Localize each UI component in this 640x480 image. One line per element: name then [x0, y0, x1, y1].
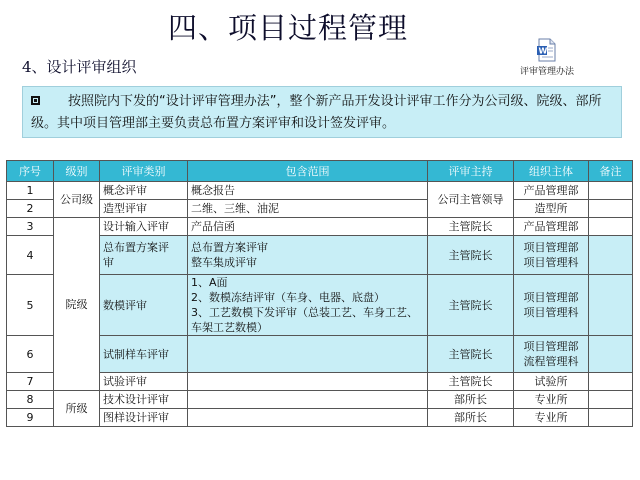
- cell-category: 造型评审: [100, 200, 188, 218]
- table-header-row: [7, 161, 633, 182]
- cell-note: [589, 200, 633, 218]
- cell-no: 9: [7, 409, 54, 427]
- note-text: 按照院内下发的“设计评审管理办法”，整个新产品开发设计评审工作分为公司级、院级、部所级。其中项目管理部主要负责总布置方案评审和设计签发评审。: [31, 94, 602, 131]
- table-row: [7, 373, 633, 391]
- cell-category: 试制样车评审: [100, 336, 188, 373]
- cell-category: 图样设计评审: [100, 409, 188, 427]
- note-box: [22, 86, 622, 138]
- cell-scope: 产品信函: [188, 218, 428, 236]
- org-line: 项目管理部: [523, 241, 579, 254]
- cell-category: [100, 236, 188, 275]
- cell-level-institute: 院级: [54, 218, 100, 391]
- org-line: 项目管理科: [523, 256, 579, 269]
- cell-note: [589, 275, 633, 336]
- cell-scope: 二维、三维、油泥: [188, 200, 428, 218]
- cell-host: 主管院长: [428, 218, 514, 236]
- cell-no: 8: [7, 391, 54, 409]
- cell-scope: [188, 409, 428, 427]
- header-category: 评审类别: [100, 161, 188, 182]
- cell-no: 5: [7, 275, 54, 336]
- cell-no: 7: [7, 373, 54, 391]
- cell-scope: [188, 275, 428, 336]
- cell-org: [514, 236, 589, 275]
- cell-org: 试验所: [514, 373, 589, 391]
- cell-host: 主管院长: [428, 336, 514, 373]
- word-doc-icon[interactable]: [537, 38, 557, 62]
- cell-category: 试验评审: [100, 373, 188, 391]
- cell-org: 专业所: [514, 409, 589, 427]
- scope-line: 总布置方案评审: [191, 241, 268, 254]
- cell-no: 1: [7, 182, 54, 200]
- cell-scope: 概念报告: [188, 182, 428, 200]
- cell-note: [589, 409, 633, 427]
- table-row: [7, 236, 633, 275]
- cell-no: 4: [7, 236, 54, 275]
- org-line: 流程管理科: [523, 355, 579, 368]
- scope-line: 3、工艺数模下发评审（总装工艺、车身工艺、车架工艺数模）: [191, 306, 418, 334]
- cell-no: 3: [7, 218, 54, 236]
- scope-line: 1、A面: [191, 276, 228, 289]
- cell-org: [514, 275, 589, 336]
- cell-host: 主管院长: [428, 373, 514, 391]
- doc-label: 评审管理办法: [519, 67, 574, 77]
- cell-category: 设计输入评审: [100, 218, 188, 236]
- cell-org: [514, 336, 589, 373]
- page-title: 四、项目过程管理: [168, 11, 409, 45]
- cell-org: 造型所: [514, 200, 589, 218]
- org-line: 项目管理科: [523, 306, 579, 319]
- cell-category: 数模评审: [100, 275, 188, 336]
- cell-category: 技术设计评审: [100, 391, 188, 409]
- table-row: [7, 336, 633, 373]
- cell-category: 概念评审: [100, 182, 188, 200]
- cell-host: 部所长: [428, 409, 514, 427]
- table-row: [7, 275, 633, 336]
- category-line: 审: [103, 256, 114, 269]
- org-line: 项目管理部: [523, 291, 579, 304]
- cell-no: 6: [7, 336, 54, 373]
- attachment-document[interactable]: [512, 38, 582, 77]
- cell-note: [589, 391, 633, 409]
- table-row: [7, 182, 633, 200]
- cell-no: 2: [7, 200, 54, 218]
- cell-note: [589, 373, 633, 391]
- cell-scope: [188, 391, 428, 409]
- header-no: 序号: [7, 161, 54, 182]
- cell-scope: [188, 373, 428, 391]
- table-row: [7, 391, 633, 409]
- cell-scope: [188, 336, 428, 373]
- cell-host: 主管院长: [428, 236, 514, 275]
- cell-level-department: 所级: [54, 391, 100, 427]
- header-scope: 包含范围: [188, 161, 428, 182]
- cell-note: [589, 182, 633, 200]
- header-level: 级别: [54, 161, 100, 182]
- table-row: [7, 218, 633, 236]
- cell-org: 产品管理部: [514, 218, 589, 236]
- cell-note: [589, 236, 633, 275]
- category-line: 总布置方案评: [103, 241, 169, 254]
- cell-host-company: 公司主管领导: [428, 182, 514, 218]
- square-bullet-icon: [31, 96, 40, 105]
- scope-line: 整车集成评审: [191, 256, 257, 269]
- cell-org: 产品管理部: [514, 182, 589, 200]
- cell-note: [589, 218, 633, 236]
- table-row: [7, 200, 633, 218]
- header-org: 组织主体: [514, 161, 589, 182]
- review-table: [6, 160, 633, 427]
- table-row: [7, 409, 633, 427]
- org-line: 项目管理部: [523, 340, 579, 353]
- header-note: 备注: [589, 161, 633, 182]
- cell-note: [589, 336, 633, 373]
- cell-org: 专业所: [514, 391, 589, 409]
- scope-line: 2、数模冻结评审（车身、电器、底盘）: [191, 291, 385, 304]
- svg-text:W: W: [538, 46, 548, 56]
- cell-host: 部所长: [428, 391, 514, 409]
- cell-host: 主管院长: [428, 275, 514, 336]
- cell-level-company: 公司级: [54, 182, 100, 218]
- cell-scope: [188, 236, 428, 275]
- section-subtitle: 4、设计评审组织: [22, 58, 137, 76]
- header-host: 评审主持: [428, 161, 514, 182]
